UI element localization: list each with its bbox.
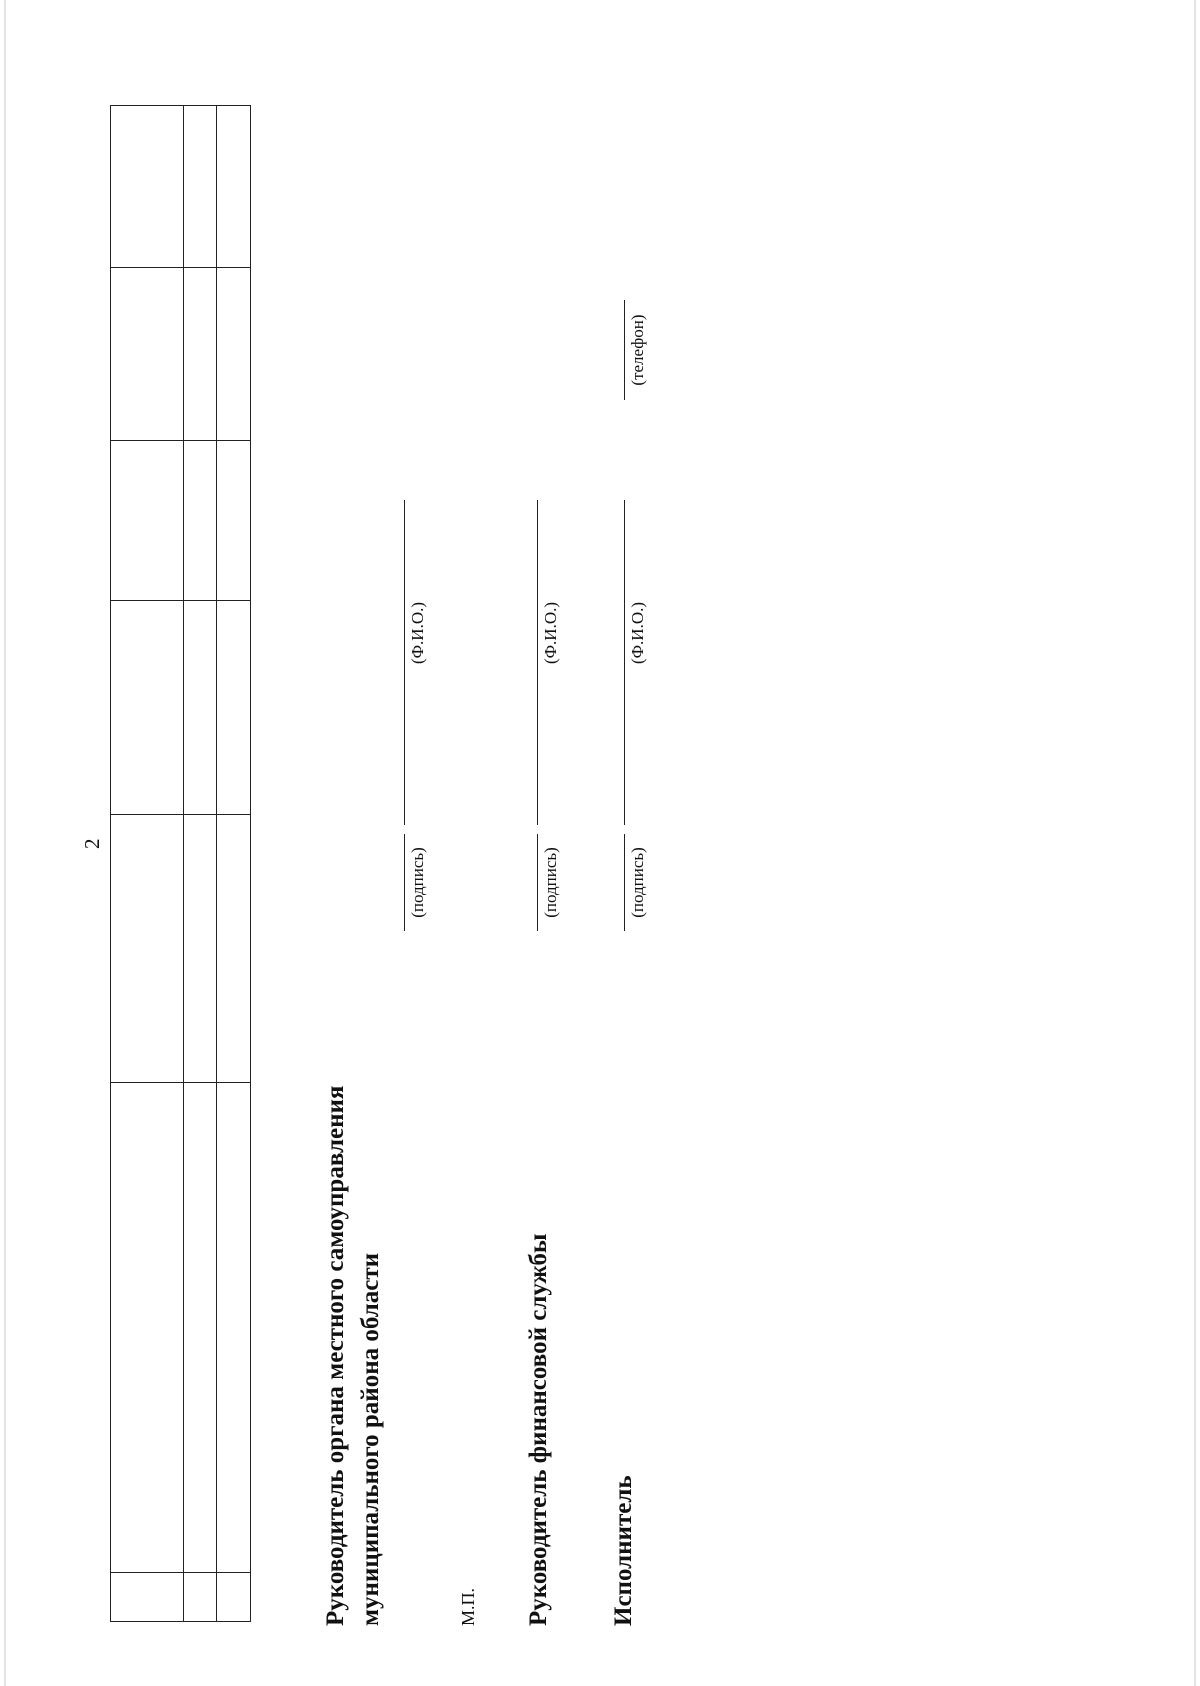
table-cell xyxy=(183,601,217,815)
table-cell xyxy=(217,815,251,1083)
table-cell xyxy=(217,441,251,601)
signature-caption: (подпись) xyxy=(541,847,560,918)
phone-caption: (телефон) xyxy=(628,314,647,386)
table-cell xyxy=(217,1573,251,1622)
table-cell xyxy=(111,815,184,1083)
name-caption: (Ф.И.О.) xyxy=(541,601,560,665)
name-line xyxy=(404,500,405,825)
table-cell xyxy=(183,815,217,1083)
table-cell xyxy=(183,1573,217,1622)
data-table xyxy=(110,105,251,1622)
table-cell xyxy=(183,268,217,441)
signature-line xyxy=(537,834,538,931)
table-row xyxy=(111,106,184,1622)
name-line xyxy=(537,500,538,825)
page-number: 2 xyxy=(80,838,104,849)
table-row xyxy=(217,106,251,1622)
head-of-financial-service-title: Руководитель финансовой службы xyxy=(525,1233,552,1626)
executor-title: Исполнитель xyxy=(610,1475,637,1626)
table-cell xyxy=(217,268,251,441)
table-cell xyxy=(183,441,217,601)
table-cell xyxy=(183,106,217,268)
name-line xyxy=(624,500,625,825)
table-cell xyxy=(111,106,184,268)
table-cell xyxy=(217,601,251,815)
table-cell xyxy=(217,106,251,268)
signature-line xyxy=(404,834,405,931)
table-cell xyxy=(183,1083,217,1573)
table-cell xyxy=(217,1083,251,1573)
signature-line xyxy=(624,834,625,931)
phone-line xyxy=(624,300,625,400)
table-cell xyxy=(111,601,184,815)
table-cell xyxy=(111,1083,184,1573)
stamp-label: М.П. xyxy=(458,1587,478,1626)
signature-caption: (подпись) xyxy=(408,847,427,918)
table-cell xyxy=(111,1573,184,1622)
head-of-local-government-title: Руководитель органа местного самоуправления муниципального района области xyxy=(322,1085,384,1626)
name-caption: (Ф.И.О.) xyxy=(408,601,427,665)
signature-caption: (подпись) xyxy=(628,847,647,918)
table-cell xyxy=(111,268,184,441)
name-caption: (Ф.И.О.) xyxy=(628,601,647,665)
table-cell xyxy=(111,441,184,601)
table-row xyxy=(183,106,217,1622)
